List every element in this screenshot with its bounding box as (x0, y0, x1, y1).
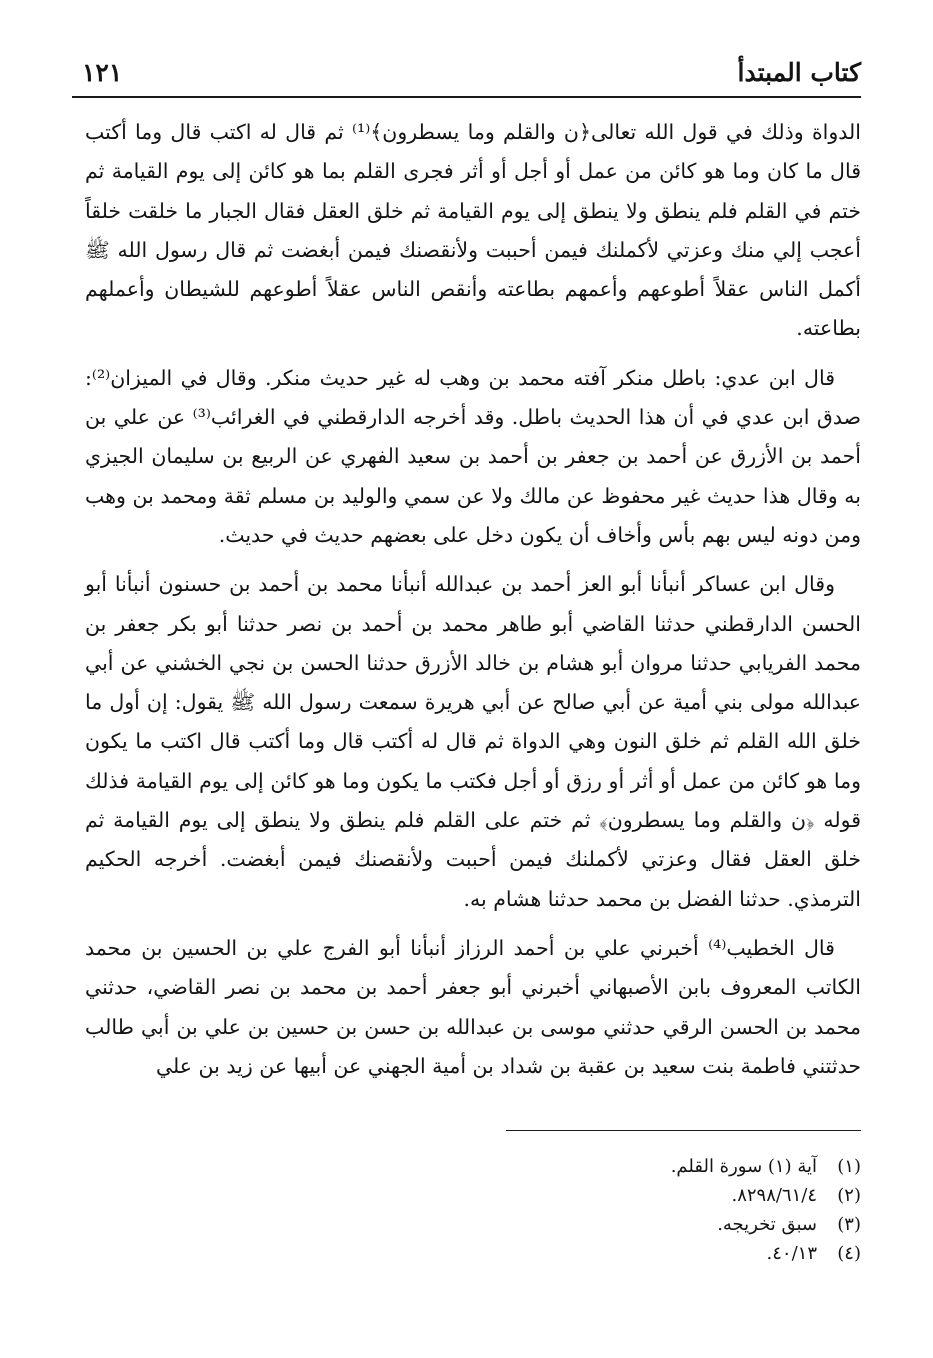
paragraph: قال الخطيب⁽⁴⁾ أخبرني علي بن أحمد الرزاز أنبأنا أبو الفرج علي بن الحسين بن محمد الكاتب المعروف بابن الأصبهاني أخبرني أبو جعفر أحمد بن محمد بن نصر القاضي، حدثني محمد بن الحسن الرقي حدثني موسى بن عبدالله بن حسن بن حسين بن علي بن أبي طالب حدثتني فاطمة بنت سعيد بن عقبة بن شداد بن أمية الجهني عن أبيها عن زيد بن علي (85, 935, 861, 1078)
footnote-text: ٤٠/١٣. (766, 1243, 817, 1264)
footnote-number: (٣) (837, 1214, 861, 1235)
paragraph: الدواة وذلك في قول الله تعالى﴿ن والقلم وما يسطرون﴾⁽¹⁾ ثم قال له اكتب قال وما أكتب قال ما كان وما هو كائن من عمل أو أجل أو أثر فجرى القلم بما هو كائن إلى يوم القيامة ثم ختم في القلم فلم ينطق ولا ينطق إلى يوم القيامة ثم خلق العقل فقال الجبار ما خلقت خلقاً أعجب إلي منك وعزتي لأكملنك فيمن أحببت ولأنقصنك فيمن أبغضت ثم قال رسول الله ﷺ أكمل الناس عقلاً أطوعهم وأعمهم بطاعته وأنقص الناس عقلاً أطوعهم للشيطان وأعملهم بطاعته. (85, 120, 861, 341)
footnote (361, 1181, 861, 1210)
book-title: كتاب المبتدأ (737, 58, 861, 87)
footnote (361, 1152, 861, 1181)
footnote-divider (506, 1130, 861, 1131)
footnote-text: آية (١) سورة القلم. (670, 1156, 817, 1177)
footnote (361, 1239, 861, 1268)
main-text (85, 113, 861, 1096)
footnote-number: (٤) (837, 1243, 861, 1264)
footnote-number: (١) (837, 1156, 861, 1177)
paragraph: قال ابن عدي: باطل منكر آفته محمد بن وهب له غير حديث منكر. وقال في الميزان⁽²⁾: صدق ابن عدي في أن هذا الحديث باطل. وقد أخرجه الدارقطني في الغرائب⁽³⁾ عن علي بن أحمد بن الأزرق عن أحمد بن جعفر بن أحمد بن سعيد الفهري عن الربيع بن سليمان الجيزي به وقال هذا حديث غير محفوظ عن مالك ولا عن سمي والوليد بن مسلم ثقة ومحمد بن وهب ومن دونه ليس بهم بأس وأخاف أن يكون دخل على بعضهم حديث في حديث. (85, 365, 861, 547)
footnote (361, 1210, 861, 1239)
footnote-number: (٢) (837, 1185, 861, 1206)
page-number: ١٢١ (82, 58, 123, 87)
footnote-text: ٨٢٩٨/٦١/٤. (731, 1185, 817, 1206)
footnotes (361, 1152, 861, 1268)
page-header (72, 52, 861, 98)
footnote-text: سبق تخريجه. (717, 1214, 817, 1235)
paragraph: وقال ابن عساكر أنبأنا أبو العز أحمد بن عبدالله أنبأنا محمد بن أحمد بن حسنون أنبأنا أبو الحسن الدارقطني حدثنا القاضي أبو طاهر محمد بن أحمد بن نصر حدثنا أبو بكر جعفر بن محمد الفريابي حدثنا مروان أبو هشام بن خالد الأزرق حدثنا الحسن بن نجي الخشني عن أبي عبدالله مولى بني أمية عن أبي صالح عن أبي هريرة سمعت رسول الله ﷺ يقول: إن أول ما خلق الله القلم ثم خلق النون وهي الدواة ثم قال له أكتب قال وما أكتب قال اكتب ما يكون وما هو كائن من عمل أو أثر أو رزق أو أجل فكتب ما يكون وما هو كائن إلى يوم القيامة فذلك قوله ﴿ن والقلم وما يسطرون﴾ ثم ختم على القلم فلم ينطق ولا ينطق إلى يوم القيامة ثم خلق العقل فقال وعزتي لأكملنك فيمن أحببت ولأنقصنك فيمن أبغضت. أخرجه الحكيم الترمذي. حدثنا الفضل بن محمد حدثنا هشام به. (85, 572, 861, 911)
